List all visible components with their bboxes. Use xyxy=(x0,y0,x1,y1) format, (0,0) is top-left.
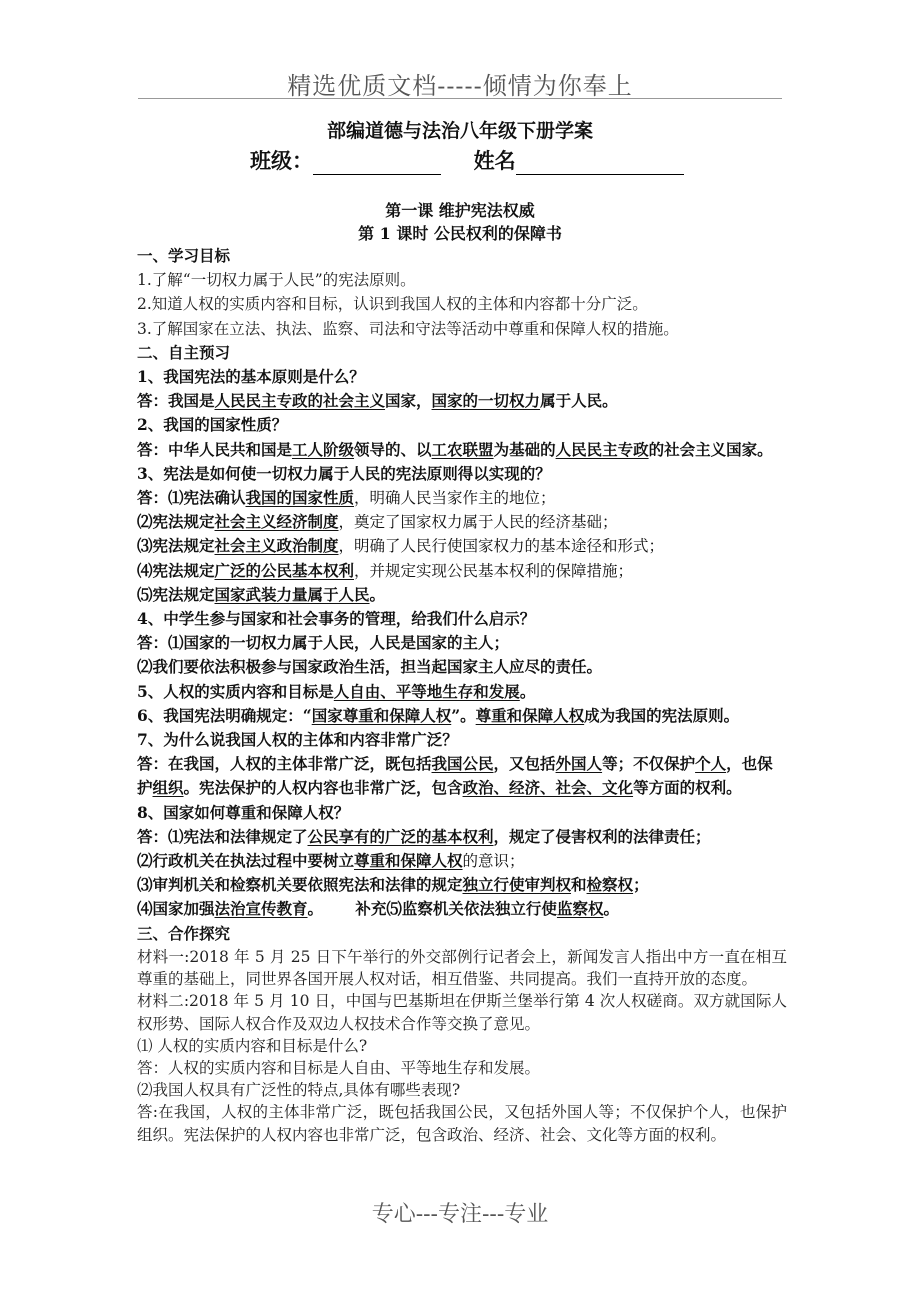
question: 7、为什么说我国人权的主体和内容非常广泛？ xyxy=(137,730,458,750)
page-footer: 专心---专注---专业 xyxy=(371,1202,549,1227)
answer: ⑶审判机关和检察机关要依照宪法和法律的规定独立行使审判权和检察权； xyxy=(137,875,649,895)
material-one: 材料一:2018 年 5 月 25 日下午举行的外交部例行记者会上，新闻发言人指出中方一直在相互尊重的基础上，同世界各国开展人权对话，相互借鉴、共同提高。我们一直持开放的态度。 xyxy=(137,947,787,989)
answer: ⑸宪法规定国家武装力量属于人民。 xyxy=(137,584,386,604)
lesson-title: 第一课 维护宪法权威 xyxy=(385,201,535,220)
name-label: 姓名 xyxy=(473,148,516,173)
question: ⑵我国人权具有广泛性的特点,具体有哪些表现? xyxy=(137,1081,461,1100)
class-blank[interactable] xyxy=(313,152,441,175)
answer: 答：⑴宪法确认我国的国家性质，明确人民当家作主的地位； xyxy=(137,488,556,508)
answer: 答：在我国，人权的主体非常广泛，既包括我国公民，又包括外国人等；不仅保护个人，也保护组织。宪法保护的人权内容也非常广泛，包含政治、经济、社会、文化等方面的权利。 xyxy=(137,754,773,798)
document-title: 部编道德与法治八年级下册学案 xyxy=(326,120,593,142)
question: ⑴ 人权的实质内容和目标是什么? xyxy=(137,1036,368,1055)
question: 5、人权的实质内容和目标是人自由、平等地生存和发展。 xyxy=(137,681,536,701)
s1-item: 1.了解“一切权力属于人民”的宪法原则。 xyxy=(137,271,416,290)
answer: ⑵我们要依法积极参与国家政治生活，担当起国家主人应尽的责任。 xyxy=(137,657,603,677)
s1-item: 2.知道人权的实质内容和目标，认识到我国人权的主体和内容都十分广泛。 xyxy=(137,295,648,314)
class-label: 班级： xyxy=(250,148,313,173)
answer: ⑶宪法规定社会主义政治制度，明确了人民行使国家权力的基本途径和形式； xyxy=(137,536,665,556)
question: 6、我国宪法明确规定：“国家尊重和保障人权”。尊重和保障人权成为我国的宪法原则。 xyxy=(137,705,740,725)
answer: 答：我国是人民民主专政的社会主义国家，国家的一切权力属于人民。 xyxy=(137,391,618,411)
answer: ⑷国家加强法治宣传教育。 补充⑸监察机关依法独立行使监察权。 xyxy=(137,899,619,919)
answer: ⑷宪法规定广泛的公民基本权利，并规定实现公民基本权利的保障措施； xyxy=(137,560,634,580)
header-divider xyxy=(138,98,782,99)
material-two: 材料二:2018 年 5 月 10 日，中国与巴基斯坦在伊斯兰堡举行第 4 次人权磋商。双方就国际人权形势、国际人权合作及双边人权技术合作等交换了意见。 xyxy=(137,992,787,1033)
s1-item: 3.了解国家在立法、执法、监察、司法和守法等活动中尊重和保障人权的措施。 xyxy=(137,319,679,338)
question: 1、我国宪法的基本原则是什么？ xyxy=(137,367,365,387)
answer: ⑵宪法规定社会主义经济制度，奠定了国家权力属于人民的经济基础； xyxy=(137,512,618,532)
answer: ⑵行政机关在执法过程中要树立尊重和保障人权的意识； xyxy=(137,851,525,871)
page-header: 精选优质文档-----倾情为你奉上 xyxy=(287,72,633,100)
content-body xyxy=(137,244,787,1146)
answer: 答：中华人民共和国是工人阶级领导的、以工农联盟为基础的人民民主专政的社会主义国家。 xyxy=(137,439,773,459)
question: 2、我国的国家性质？ xyxy=(137,415,288,435)
question: 3、宪法是如何使一切权力属于人民的宪法原则得以实现的？ xyxy=(137,463,551,483)
question: 8、国家如何尊重和保障人权？ xyxy=(137,802,350,822)
answer: 答：⑴宪法和法律规定了公民享有的广泛的基本权利，规定了侵害权利的法律责任； xyxy=(137,826,711,846)
answer: 答:在我国，人权的主体非常广泛，既包括我国公民，又包括外国人等；不仅保护个人，也保护组织。宪法保护的人权内容也非常广泛，包含政治、经济、社会、文化等方面的权利。 xyxy=(137,1103,787,1144)
class-name-line xyxy=(250,145,684,175)
answer: 答：人权的实质内容和目标是人自由、平等地生存和发展。 xyxy=(137,1058,541,1077)
s2-heading: 二、自主预习 xyxy=(137,342,231,362)
s1-heading: 一、学习目标 xyxy=(137,246,231,265)
section-title: 第 1 课时 公民权利的保障书 xyxy=(358,224,562,243)
s3-heading: 三、合作探究 xyxy=(137,923,231,943)
question: 4、中学生参与国家和社会事务的管理，给我们什么启示？ xyxy=(137,609,536,629)
name-blank[interactable] xyxy=(516,152,684,175)
answer: 答：⑴国家的一切权力属于人民，人民是国家的主人； xyxy=(137,633,510,653)
